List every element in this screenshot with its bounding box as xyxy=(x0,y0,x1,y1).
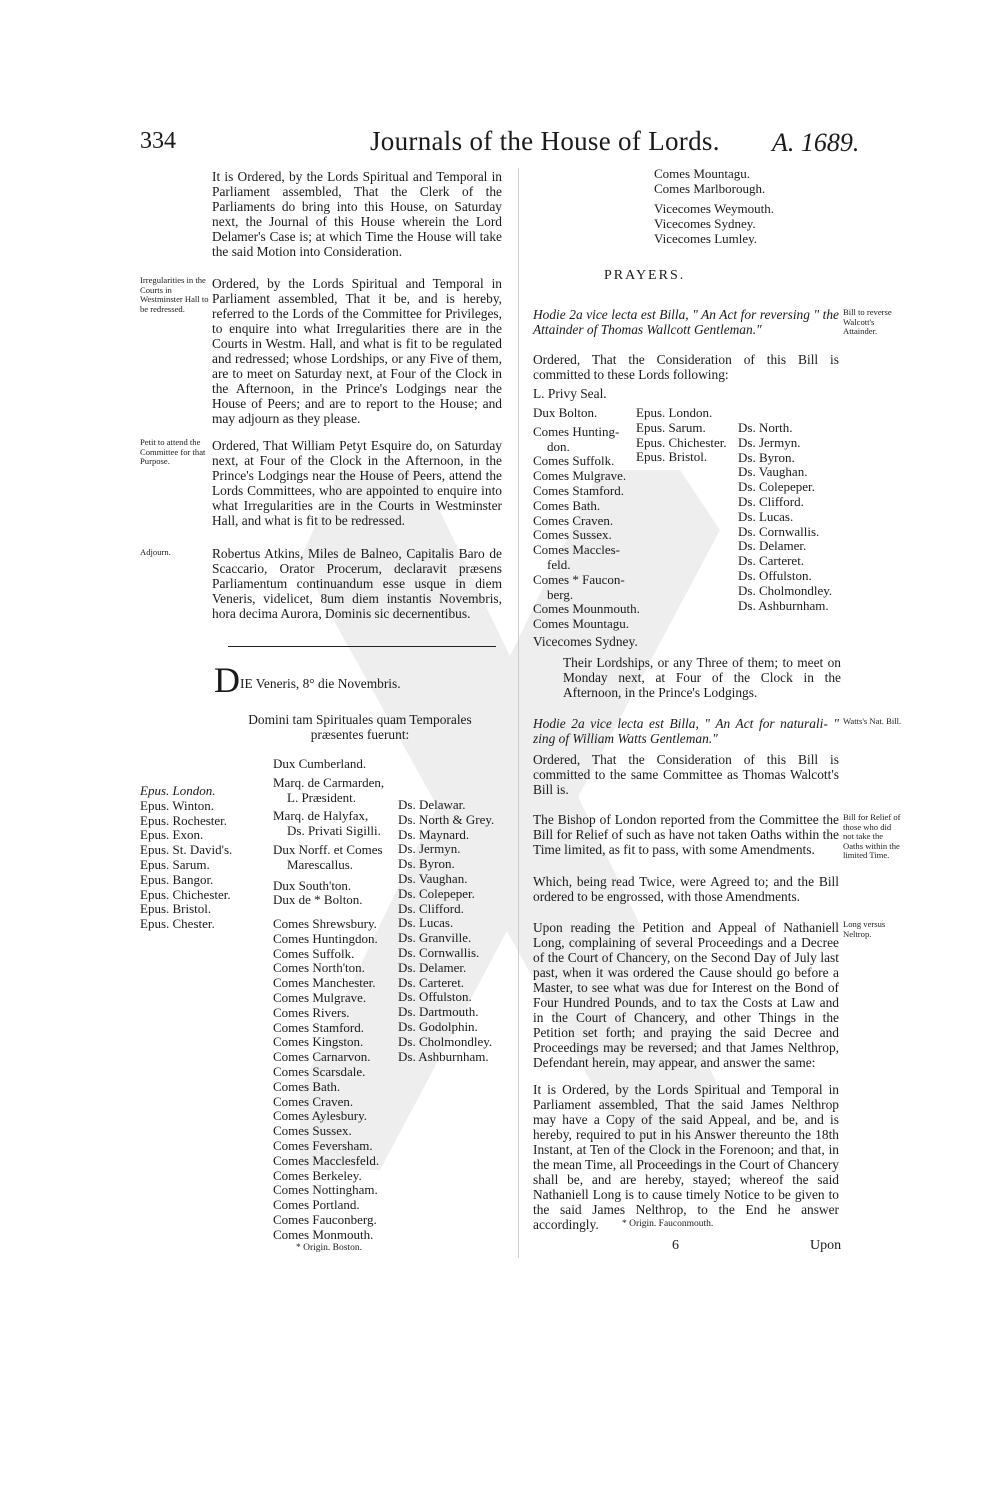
list-item: Epus. Bristol. xyxy=(636,449,708,465)
list-item: Comes Mulgrave. xyxy=(533,468,627,484)
bill-walcott-reading: Hodie 2a vice lecta est Billa, " An Act for reversing " the Attainder of Thomas Wallcott Gentleman." xyxy=(533,307,839,337)
list-item: Comes Aylesbury. xyxy=(273,1108,368,1124)
section-rule xyxy=(228,646,496,647)
list-item: Comes Monmouth. xyxy=(273,1226,374,1242)
list-item: Ds. Maynard. xyxy=(398,826,470,842)
list-item: feld. xyxy=(547,556,571,572)
list-item: Comes Suffolk. xyxy=(273,945,355,961)
list-item: Dux South'ton. xyxy=(273,877,352,893)
margin-note-adjourn: Adjourn. xyxy=(140,547,171,557)
list-item: Ds. Dartmouth. xyxy=(398,1004,479,1020)
list-item: Ds. Carteret. xyxy=(738,553,805,569)
list-item: Epus. Rochester. xyxy=(140,812,228,828)
list-item: Ds. Lucas. xyxy=(398,915,454,931)
list-item: Comes Mulgrave. xyxy=(273,989,367,1005)
list-item: Ds. North & Grey. xyxy=(398,811,495,827)
list-item: Ds. Jermyn. xyxy=(738,434,801,450)
list-item: Marq. de Carmarden, xyxy=(273,774,385,790)
list-item: Comes Sussex. xyxy=(273,1123,352,1139)
list-item: Epus. Chichester. xyxy=(636,434,727,450)
list-item: Ds. Ashburnham. xyxy=(398,1048,489,1064)
margin-note-irregularities: Irregularities in the Courts in Westminster Hall to be redressed. xyxy=(140,275,209,314)
list-item: Comes Sussex. xyxy=(533,527,612,543)
list-item: Comes Macclesfeld. xyxy=(273,1152,380,1168)
list-item: Comes Scarsdale. xyxy=(273,1063,366,1079)
drop-cap: D xyxy=(214,660,240,700)
list-item: Comes Kingston. xyxy=(273,1034,364,1050)
margin-note-long: Long versus Neltrop. xyxy=(843,919,886,939)
list-item: Epus. London. xyxy=(140,783,216,798)
paragraph-irregularities-order: Ordered, by the Lords Spiritual and Temporal in Parliament assembled, That it be, and is hereby, referred to the Lords of the Committee for Privileges, to enquire into what Irregularities there are in the Courts in Westm. Hall, and what is fit to be regulated and redressed; whose Lordships, or any Five of them, are to meet on Saturday next, at Four of the Clock in the Afternoon, in the Prince's Lodgings near the House of Peers; and are to report to the House; and may adjourn as they please. xyxy=(212,276,502,426)
list-item: Comes Mountagu. xyxy=(533,616,630,632)
list-item: Comes Marlborough. xyxy=(654,180,766,196)
list-item: Ds. Godolphin. xyxy=(398,1018,478,1034)
list-item: Marescallus. xyxy=(287,856,354,872)
list-item: Ds. Offulston. xyxy=(738,567,812,583)
list-item: Epus. London. xyxy=(636,405,713,420)
list-viscounts xyxy=(654,202,774,246)
list-item: Comes Craven. xyxy=(273,1093,354,1109)
list-item: Comes * Faucon- xyxy=(533,571,625,587)
signature-mark: 6 xyxy=(672,1238,679,1253)
list-item: Comes Bath. xyxy=(273,1078,341,1094)
list-item: Comes Maccles- xyxy=(533,542,621,558)
bill-watts-reading: Hodie 2a vice lecta est Billa, " An Act for naturali- " zing of William Watts Gentleman." xyxy=(533,716,839,746)
list-dukes-marquesses xyxy=(273,757,384,908)
list-item: Ds. Delawar. xyxy=(398,797,466,812)
list-item: Ds. Jermyn. xyxy=(398,841,461,857)
list-item: Comes Fauconberg. xyxy=(273,1211,377,1227)
list-item: Comes Huntingdon. xyxy=(273,930,378,946)
list-item: Vicecomes Lumley. xyxy=(654,230,758,246)
list-item: Comes Feversham. xyxy=(273,1137,373,1153)
list-item: Comes Craven. xyxy=(533,512,614,528)
list-item: Comes Stamford. xyxy=(533,482,624,498)
page-number: 334 xyxy=(140,128,176,154)
footnote-left: * Origin. Boston. xyxy=(296,1243,362,1253)
list-item: Epus. Exon. xyxy=(140,827,204,843)
list-item: Epus. Sarum. xyxy=(140,856,210,872)
list-item: Epus. Chichester. xyxy=(140,886,231,902)
day-heading xyxy=(214,662,401,698)
paragraph-petit-order: Ordered, That William Petyt Esquire do, on Saturday next, at Four of the Clock in the Afternoon, in the Prince's Lodgings near the House of Peers, attend the Lords Committees, who are appointed to enquire into what Irregularities are in the Courts in Westminster Hall, and what is fit to be redressed. xyxy=(212,438,502,528)
list-item: Ds. Privati Sigilli. xyxy=(287,823,381,839)
list-item: Dux Bolton. xyxy=(533,405,598,420)
list-item: berg. xyxy=(547,586,574,602)
list-item: Comes Rivers. xyxy=(273,1004,350,1020)
margin-note-watts: Watts's Nat. Bill. xyxy=(843,716,902,726)
list-bishops xyxy=(140,784,232,932)
list-item: Ds. Delamer. xyxy=(398,959,467,975)
list-item: Comes Mountagu. xyxy=(654,166,751,181)
footnote-right: * Origin. Fauconmouth. xyxy=(622,1219,714,1229)
list-item: Ds. Carteret. xyxy=(398,974,465,990)
list-item: Comes Portland. xyxy=(273,1197,360,1213)
attendance-heading: Domini tam Spirituales quam Temporales præsentes fuerunt: xyxy=(248,712,472,742)
committee-viscount: Vicecomes Sydney. xyxy=(533,634,638,649)
committee-list-bishops xyxy=(636,406,727,465)
list-item: Ds. Byron. xyxy=(738,449,795,465)
list-item: Marq. de Halyfax, xyxy=(273,808,369,824)
list-item: Comes Bath. xyxy=(533,497,601,513)
list-item: Epus. Bristol. xyxy=(140,901,212,917)
list-item: Epus. Bangor. xyxy=(140,871,214,887)
privy-seal: L. Privy Seal. xyxy=(533,386,607,401)
paragraph-petition-long: Upon reading the Petition and Appeal of Nathaniell Long, complaining of several Proceedings and a Decree of the Court of Chancery, on the Second Day of July last past, when it was ordered the Cause should go before a Master, to see what was due for Interest on the Bond of Four Hundred Pounds, and to tax the Costs at Law and in the Court of Chancery, and other Things in the Petition set forth; and praying the said Decree and Proceedings may be reversed; and that James Nelthrop, Defendant herein, may appear, and answer the same: xyxy=(533,920,839,1070)
committee-list-earls xyxy=(533,406,640,632)
paragraph-amendments-agreed: Which, being read Twice, were Agreed to; and the Bill ordered to be engrossed, with those Amendments. xyxy=(533,874,839,904)
list-item: Vicecomes Sydney. xyxy=(654,215,756,231)
catchword: Upon xyxy=(810,1238,842,1253)
margin-note-relief: Bill for Relief of those who did not take the Oaths within the limited Time. xyxy=(843,812,901,861)
list-item: Dux de * Bolton. xyxy=(273,892,363,908)
list-item: Comes Hunting- xyxy=(533,423,620,439)
list-item: Ds. Granville. xyxy=(398,930,472,946)
page-title: Journals of the House of Lords. xyxy=(370,126,720,156)
list-item: Epus. Chester. xyxy=(140,916,215,932)
list-item: Comes Stamford. xyxy=(273,1019,364,1035)
list-item: Ds. Lucas. xyxy=(738,508,794,524)
list-earls-continued xyxy=(654,167,765,197)
committee-list-barons xyxy=(738,421,832,613)
list-item: Ds. Clifford. xyxy=(398,900,464,916)
paragraph-adjournment: Robertus Atkins, Miles de Balneo, Capitalis Baro de Scaccario, Orator Procerum, declaravit præsens Parliamentum continuandum esse usque in diem Veneris, videlicet, 8um diem instantis Novembris, hora decima Aurora, Dominis sic decernentibus. xyxy=(212,546,502,621)
list-item: Comes Carnarvon. xyxy=(273,1049,371,1065)
list-item: Epus. Sarum. xyxy=(636,419,706,435)
margin-note-walcott: Bill to reverse Walcott's Attainder. xyxy=(843,307,892,337)
list-item: Ds. Vaughan. xyxy=(398,870,468,886)
list-item: don. xyxy=(547,438,570,454)
list-item: Comes North'ton. xyxy=(273,960,365,976)
margin-note-petit: Petit to attend the Committee for that Purpose. xyxy=(140,437,206,467)
committal-order-watts: Ordered, That the Consideration of this Bill is committed to the same Committee as Thomas Walcott's Bill is. xyxy=(533,752,839,797)
list-item: Comes Suffolk. xyxy=(533,453,615,469)
list-item: Ds. Ashburnham. xyxy=(738,597,829,613)
list-item: Ds. Colepeper. xyxy=(738,479,815,495)
list-item: L. Præsident. xyxy=(287,789,356,805)
paragraph-bishop-report: The Bishop of London reported from the Committee the Bill for Relief of such as have not taken Oaths within the Time limited, as fit to pass, with some Amendments. xyxy=(533,812,839,857)
committee-meeting-note: Their Lordships, or any Three of them; to meet on Monday next, at Four of the Clock in the Afternoon, in the Prince's Lodgings. xyxy=(563,655,841,700)
list-item: Comes Berkeley. xyxy=(273,1167,362,1183)
committal-order-walcott: Ordered, That the Consideration of this Bill is committed to these Lords following: xyxy=(533,352,839,382)
list-earls xyxy=(273,917,379,1243)
list-item: Ds. Delamer. xyxy=(738,538,807,554)
day-heading-text: IE Veneris, 8° die Novembris. xyxy=(240,676,401,691)
list-item: Dux Norff. et Comes xyxy=(273,841,383,857)
list-item: Ds. Byron. xyxy=(398,856,455,872)
list-item: Epus. Winton. xyxy=(140,797,214,813)
page-year: A. 1689. xyxy=(772,128,860,157)
list-item: Comes Manchester. xyxy=(273,975,376,991)
list-barons xyxy=(398,798,494,1064)
list-item: Comes Shrewsbury. xyxy=(273,916,377,931)
list-item: Dux Cumberland. xyxy=(273,756,367,771)
list-item: Ds. Clifford. xyxy=(738,493,804,509)
list-item: Ds. Cornwallis. xyxy=(398,944,480,960)
list-item: Ds. Colepeper. xyxy=(398,885,475,901)
paragraph-clerk-order: It is Ordered, by the Lords Spiritual and Temporal in Parliament assembled, That the Clerk of the Parliaments do bring into this House, on Saturday next, the Journal of this House wherein the Lord Delamer's Case is; at which Time the House will take the said Motion into Consideration. xyxy=(212,169,502,259)
list-item: Epus. St. David's. xyxy=(140,842,233,858)
list-item: Ds. North. xyxy=(738,420,793,435)
paragraph-order-nelthrop: It is Ordered, by the Lords Spiritual and Temporal in Parliament assembled, That the said James Nelthrop may have a Copy of the said Appeal, and be, and is hereby, required to put in his Answer thereunto the 18th Instant, at Ten of the Clock in the Forenoon; and that, in the mean Time, all Proceedings in the Court of Chancery shall be, and are hereby, stayed; whereof the said Nathaniell Long is to cause timely Notice to be given to the said James Nelthrop, to the End he answer accordingly. xyxy=(533,1082,839,1232)
prayers-heading: PRAYERS. xyxy=(604,268,686,283)
list-item: Ds. Cornwallis. xyxy=(738,523,820,539)
list-item: Ds. Cholmondley. xyxy=(738,582,833,598)
list-item: Ds. Cholmondley. xyxy=(398,1033,493,1049)
column-divider xyxy=(518,168,519,1258)
list-item: Vicecomes Weymouth. xyxy=(654,201,774,216)
list-item: Comes Mounmouth. xyxy=(533,601,640,617)
list-item: Ds. Offulston. xyxy=(398,989,472,1005)
list-item: Ds. Vaughan. xyxy=(738,464,808,480)
list-item: Comes Nottingham. xyxy=(273,1182,378,1198)
